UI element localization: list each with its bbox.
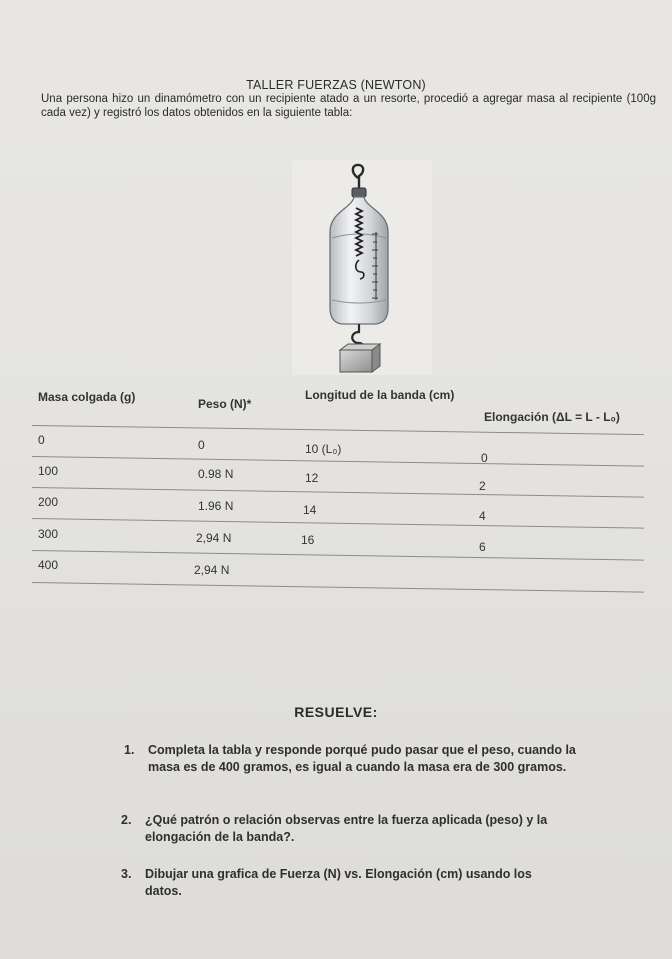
table-divider [32, 550, 644, 561]
table-row-2-length: 14 [303, 503, 317, 517]
table-row-4-mass: 400 [38, 558, 59, 572]
question-3 [121, 866, 565, 899]
table-row-0-length: 10 (L₀) [305, 442, 342, 456]
table-divider [32, 487, 644, 498]
dynamometer-drawing [292, 160, 432, 375]
question-1 [124, 742, 578, 775]
table-row-1-elongation: 2 [479, 479, 486, 493]
table-row-0-mass: 0 [38, 433, 45, 447]
table-row-3-length: 16 [301, 533, 315, 547]
table-row-2-mass: 200 [38, 495, 59, 509]
weight-block-icon [340, 350, 372, 372]
table-divider [32, 456, 644, 467]
question-2 [121, 812, 585, 845]
table-row-3-mass: 300 [38, 527, 59, 541]
intro-paragraph: Una persona hizo un dinamómetro con un recipiente atado a un resorte, procedió a agregar masa al recipiente (100g cada vez) y registró los datos obtenidos en la siguiente tabla: [41, 93, 656, 119]
header-elongation: Elongación (ΔL = L - L₀) [484, 410, 620, 424]
resuelve-heading: RESUELVE: [294, 704, 378, 720]
table-divider [32, 582, 644, 593]
table-row-1-weight: 0.98 N [198, 467, 234, 481]
table-row-2-elongation: 4 [479, 509, 486, 523]
table-row-3-weight: 2,94 N [196, 531, 232, 545]
table-row-2-weight: 1.96 N [198, 499, 234, 513]
header-length: Longitud de la banda (cm) [305, 388, 455, 402]
header-weight: Peso (N)* [198, 397, 252, 411]
table-row-4-weight: 2,94 N [194, 563, 230, 577]
question-number: 2. [121, 813, 132, 827]
question-text: Dibujar una grafica de Fuerza (N) vs. Elongación (cm) usando los datos. [145, 867, 532, 898]
dynamometer-illustration [292, 160, 432, 375]
page-title: TALLER FUERZAS (NEWTON) [246, 78, 426, 92]
table-divider [32, 425, 644, 435]
question-number: 3. [121, 867, 132, 881]
table-row-3-elongation: 6 [479, 540, 486, 554]
question-text: ¿Qué patrón o relación observas entre la fuerza aplicada (peso) y la elongación de la banda?. [145, 813, 548, 844]
header-mass: Masa colgada (g) [38, 390, 136, 404]
question-number: 1. [124, 743, 135, 757]
table-row-0-elongation: 0 [481, 451, 488, 465]
table-row-1-length: 12 [305, 471, 319, 485]
table-row-0-weight: 0 [198, 438, 205, 452]
question-text: Completa la tabla y responde porqué pudo pasar que el peso, cuando la masa es de 400 gramos, es igual a cuando la masa era de 300 gramos. [148, 743, 576, 774]
table-row-1-mass: 100 [38, 464, 59, 478]
table-divider [32, 518, 644, 529]
